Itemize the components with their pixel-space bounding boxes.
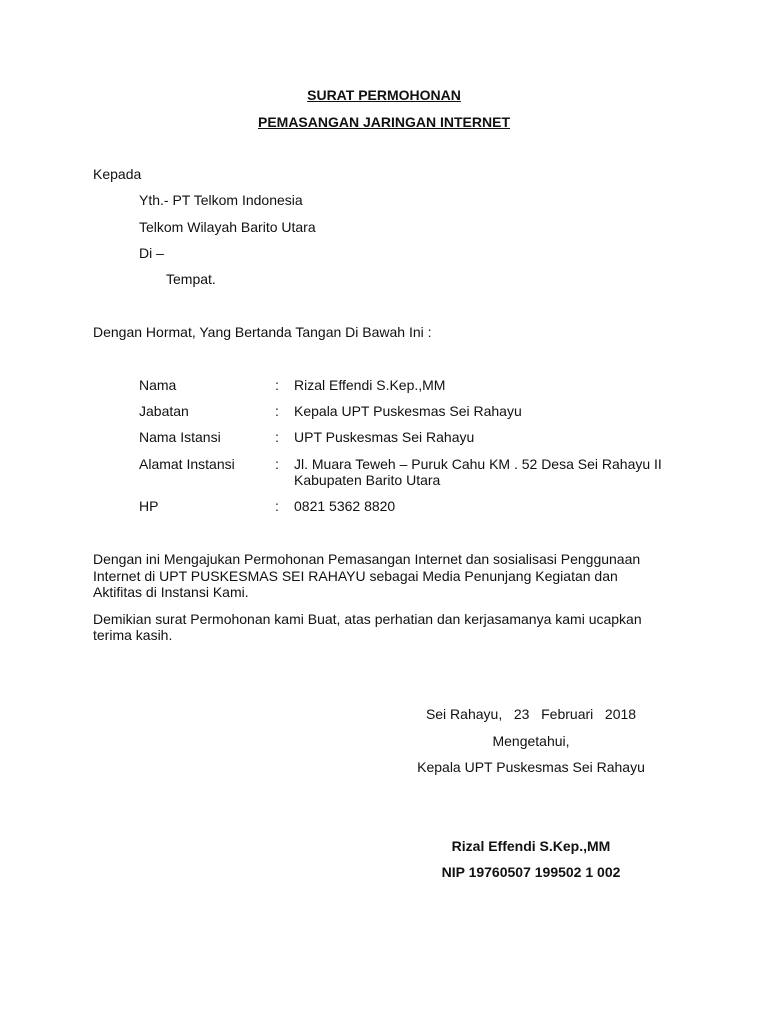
field-value: Jl. Muara Teweh – Puruk Cahu KM . 52 Desa Sei Rahayu II [294,456,662,472]
field-label: Nama Istansi [139,429,221,445]
field-value: UPT Puskesmas Sei Rahayu [294,429,475,445]
body-paragraph-1-line-1: Dengan ini Mengajukan Permohonan Pemasangan Internet dan sosialisasi Penggunaan [93,551,641,567]
field-label: Jabatan [139,403,189,419]
body-paragraph-2-line-2: terima kasih. [93,627,173,643]
recipient-line-2: Telkom Wilayah Barito Utara [139,219,316,235]
field-value-continued: Kabupaten Barito Utara [294,472,441,488]
field-label: HP [139,498,159,514]
field-separator: : [275,429,279,445]
field-value: Kepala UPT Puskesmas Sei Rahayu [294,403,522,419]
field-value: Rizal Effendi S.Kep.,MM [294,377,446,393]
place-date: Sei Rahayu, 23 Februari 2018 [425,706,637,722]
field-label: Alamat Instansi [139,456,235,472]
body-paragraph-1-line-3: Aktifitas di Instansi Kami. [93,584,249,600]
title-line-1: SURAT PERMOHONAN [307,87,461,103]
recipient-line-3: Di – [139,245,164,261]
greeting: Dengan Hormat, Yang Bertanda Tangan Di Bawah Ini : [93,324,432,340]
field-value: 0821 5362 8820 [294,498,396,514]
signer-position: Kepala UPT Puskesmas Sei Rahayu [417,759,645,775]
field-label: Nama [139,377,177,393]
field-separator: : [275,377,279,393]
recipient-line-4: Tempat. [166,271,216,287]
mengetahui: Mengetahui, [492,733,570,749]
kepada-label: Kepada [93,166,142,182]
field-separator: : [275,403,279,419]
body-paragraph-1-line-2: Internet di UPT PUSKESMAS SEI RAHAYU sebagai Media Penunjang Kegiatan dan [93,568,618,584]
recipient-line-1: Yth.- PT Telkom Indonesia [139,192,303,208]
signer-nip: NIP 19760507 199502 1 002 [441,864,621,880]
field-separator: : [275,498,279,514]
field-separator: : [275,456,279,472]
signer-name: Rizal Effendi S.Kep.,MM [451,838,611,854]
title-line-2: PEMASANGAN JARINGAN INTERNET [257,114,510,130]
body-paragraph-2-line-1: Demikian surat Permohonan kami Buat, atas perhatian dan kerjasamanya kami ucapkan [93,611,642,627]
